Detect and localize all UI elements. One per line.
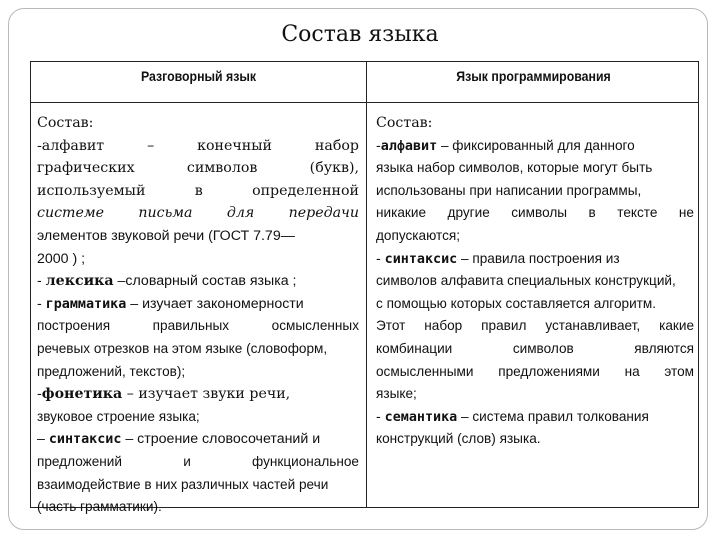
phonetics-item xyxy=(37,383,359,406)
syntax-definition-line: предложений и функциональное xyxy=(37,453,359,469)
syntax-definition-line: Этот набор правил устанавливает, какие xyxy=(376,318,694,334)
semantics-item xyxy=(376,406,694,429)
header-spoken-language: Разговорный язык xyxy=(140,68,257,84)
syntax-definition-line: осмысленными предложениями на этом xyxy=(376,363,694,379)
phonetics-prefix: - xyxy=(37,386,42,403)
slide-title: Состав языка xyxy=(281,22,439,47)
syntax-term: синтаксис xyxy=(48,432,122,448)
alphabet-definition-line: языка набор символов, которые могут быть xyxy=(376,160,653,176)
alphabet-term: алфавит xyxy=(380,138,438,154)
syntax-item xyxy=(37,428,359,451)
syntax-definition-line: комбинации символов являются xyxy=(376,340,694,356)
syntax-definition-line: языке; xyxy=(376,386,417,402)
syntax-prefix: – xyxy=(37,431,49,448)
phonetics-term: фонетика xyxy=(41,386,123,403)
alphabet-definition-line: элементов звуковой речи (ГОСТ 7.79— xyxy=(37,227,295,244)
syntax-prefix: - xyxy=(376,250,385,267)
alphabet-definition-line: никакие другие символы в тексте не xyxy=(376,205,694,221)
composition-label: Состав: xyxy=(37,115,94,131)
alphabet-definition-line: системе письма для передачи xyxy=(37,205,359,222)
lexicon-term: лексика xyxy=(45,273,114,290)
syntax-item xyxy=(376,248,694,271)
programming-language-column xyxy=(376,112,694,451)
alphabet-definition-line: используемый в определенной xyxy=(37,182,359,199)
syntax-term: синтаксис xyxy=(384,251,458,267)
alphabet-definition-line: допускаются; xyxy=(376,227,461,243)
header-divider xyxy=(31,102,698,103)
syntax-definition-line: с помощью которых составляется алгоритм. xyxy=(376,295,657,311)
semantics-prefix: - xyxy=(376,408,385,425)
grammar-definition-line: построения правильных осмысленных xyxy=(37,318,359,334)
grammar-definition: – изучает закономерности xyxy=(126,295,304,312)
syntax-definition: – строение словосочетаний и xyxy=(121,431,321,448)
alphabet-definition-line: 2000 ) ; xyxy=(37,250,86,267)
composition-label: Состав: xyxy=(376,115,433,131)
grammar-item xyxy=(37,293,359,316)
semantics-term: семантика xyxy=(384,409,458,425)
alphabet-prefix: - xyxy=(376,137,381,154)
semantics-definition: – система правил толкования xyxy=(457,408,649,424)
syntax-definition-line: символов алфавита специальных конструкций, xyxy=(376,273,676,289)
alphabet-definition-line: -алфавит – конечный набор xyxy=(37,137,359,154)
column-divider xyxy=(366,62,367,507)
grammar-definition-line: речевых отрезков на этом языке (словоформ, xyxy=(37,340,328,356)
lexicon-prefix: - xyxy=(37,273,46,290)
alphabet-definition: – фиксированный для данного xyxy=(437,137,635,153)
alphabet-definition-line: использованы при написании программы, xyxy=(376,182,642,198)
semantics-definition-line: конструкций (слов) языка. xyxy=(376,431,541,447)
comparison-table xyxy=(30,61,699,515)
syntax-definition-line: (часть грамматики). xyxy=(37,499,162,515)
phonetics-definition: – изучает звуки речи, xyxy=(122,386,291,403)
alphabet-item xyxy=(376,135,694,158)
lexicon-definition: –словарный состав языка ; xyxy=(113,273,297,290)
header-programming-language: Язык программирования xyxy=(456,68,611,84)
grammar-term: грамматика xyxy=(45,296,127,312)
lexicon-item xyxy=(37,270,359,293)
spoken-language-column xyxy=(37,112,359,519)
syntax-definition-line: взаимодействие в них различных частей речи xyxy=(37,476,329,492)
phonetics-definition-line: звуковое строение языка; xyxy=(37,408,200,424)
grammar-definition-line: предложений, текстов); xyxy=(37,363,186,379)
grammar-prefix: - xyxy=(37,295,46,312)
syntax-definition: – правила построения из xyxy=(457,250,620,266)
alphabet-definition-line: графических символов (букв), xyxy=(37,160,359,177)
